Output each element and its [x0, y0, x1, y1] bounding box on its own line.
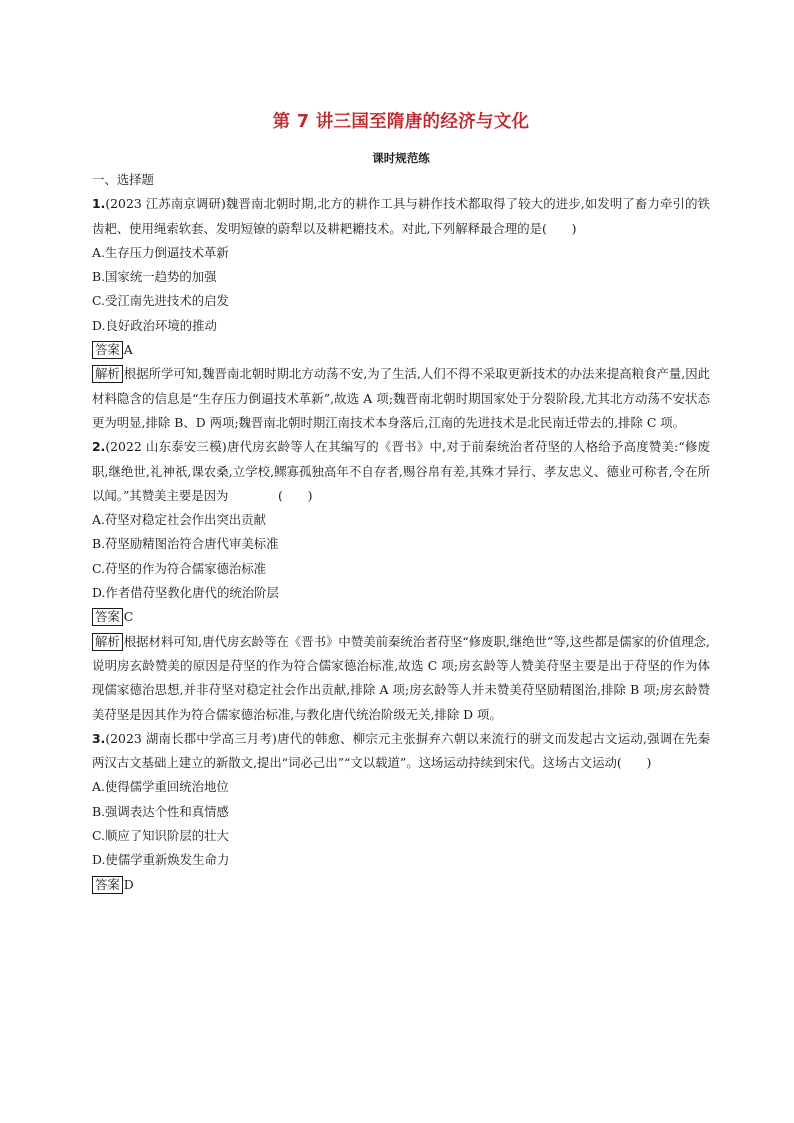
analysis-label: 解析 [92, 365, 123, 383]
answer-value: C [123, 609, 134, 625]
analysis-text: 根据材料可知,唐代房玄龄等在《晋书》中赞美前秦统治者苻坚“修废职,继绝世”等,这些都是儒家的价值理念,说明房玄龄赞美的原因是苻坚的作为符合儒家德治标准,故选 C 项;房玄龄等人赞美苻坚主要是出于苻坚的作为体现儒家德治思想,并非苻坚对稳定社会作出贡献,排除 A 项;房玄龄等人并未赞美苻坚励精图治,排除 B 项;房玄龄赞美苻坚是因其作为符合儒家德治标准,与教化唐代统治阶级无关,排除 D 项。 [92, 633, 710, 722]
option-a: A.使得儒学重回统治地位 [92, 779, 229, 795]
page-subtitle: 课时规范练 [372, 151, 430, 165]
answer-row [92, 873, 710, 897]
question-3 [92, 727, 710, 897]
analysis-text: 根据所学可知,魏晋南北朝时期北方动荡不安,为了生活,人们不得不采取更新技术的办法来提高粮食产量,因此材料隐含的信息是“生存压力倒逼技术革新”,故选 A 项;魏晋南北朝时期国家处于分裂阶段,尤其北方动荡不安状态更为明显,排除 B、D 两项;魏晋南北朝时期江南技术本身落后,江南的先进技术是北民南迁带去的,排除 C 项。 [92, 366, 710, 430]
question-text: (2023 江苏南京调研)魏晋南北朝时期,北方的耕作工具与耕作技术都取得了较大的进步,如发明了畜力牵引的铁齿耙、使用绳索软套、发明短镣的蔚犁以及耕耙耱技术。对此,下列解释最合理的是( ) [92, 196, 710, 236]
question-2 [92, 435, 710, 727]
option-d: D.良好政治环境的推动 [92, 317, 217, 333]
option-b: B.强调表达个性和真情感 [92, 803, 229, 819]
answer-label: 答案 [92, 341, 123, 359]
question-text: (2022 山东泰安三模)唐代房玄龄等人在其编写的《晋书》中,对于前秦统治者苻坚的人格给予高度赞美:“修废职,继绝世,礼神祇,课农桑,立学校,鳏寡孤独高年不自存者,赐谷帛有差,其殊才异行、孝友忠义、德业可称者,令在所以闻。”其赞美主要是因为 ( ) [92, 439, 710, 503]
analysis-label: 解析 [92, 633, 123, 651]
analysis-row [92, 362, 710, 435]
analysis-row [92, 630, 710, 727]
document-body [92, 168, 710, 897]
question-number: 2. [92, 439, 106, 455]
option-b: B.国家统一趋势的加强 [92, 269, 217, 285]
option-a: A.生存压力倒逼技术革新 [92, 244, 229, 260]
question-stem [92, 196, 710, 235]
page-title: 第 7 讲三国至隋唐的经济与文化 [272, 112, 530, 132]
answer-value: D [123, 876, 134, 892]
answer-label: 答案 [92, 876, 123, 894]
option-c: C.苻坚的作为符合儒家德治标准 [92, 560, 267, 576]
answer-label: 答案 [92, 608, 123, 626]
option-d: D.使儒学重新焕发生命力 [92, 852, 230, 868]
question-stem [92, 731, 710, 770]
answer-value: A [123, 342, 133, 358]
section-heading: 一、选择题 [92, 172, 154, 187]
option-a: A.苻坚对稳定社会作出突出贡献 [92, 512, 266, 528]
question-1 [92, 192, 710, 435]
question-text: (2023 湖南长郡中学高三月考)唐代的韩愈、柳宗元主张摒弃六朝以来流行的骈文而发起古文运动,强调在先秦两汉古文基础上建立的新散文,提出“词必己出”“文以载道”。这场运动持续到宋代。这场古文运动( ) [92, 730, 710, 771]
question-number: 1. [92, 196, 106, 212]
option-c: C.顺应了知识阶层的壮大 [92, 828, 229, 844]
option-b: B.苻坚励精图治符合唐代审美标准 [92, 536, 279, 552]
answer-row [92, 338, 710, 362]
question-stem [92, 439, 710, 503]
answer-row [92, 605, 710, 629]
option-c: C.受江南先进技术的启发 [92, 293, 229, 309]
question-number: 3. [92, 730, 106, 746]
option-d: D.作者借苻坚教化唐代的统治阶层 [92, 585, 279, 601]
